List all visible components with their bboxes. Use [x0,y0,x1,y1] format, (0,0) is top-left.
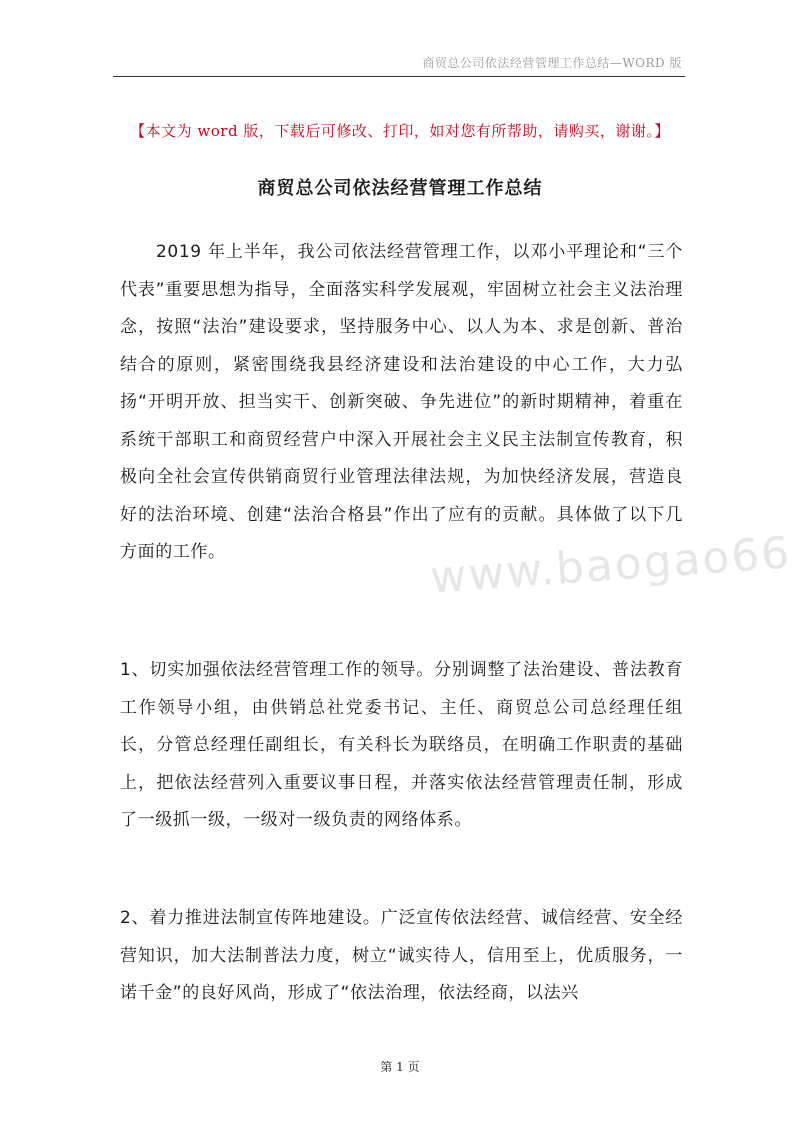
document-title: 商贸总公司依法经营管理工作总结 [257,178,543,199]
section-2-paragraph: 2、着力推进法制宣传阵地建设。广泛宣传依法经营、诚信经营、安全经营知识，加大法制普法力度，树立“诚实待人，信用至上，优质服务，一诺千金”的良好风尚，形成了“依法治理，依法经商，以法兴 [120,908,683,1003]
section-1-paragraph: 1、切实加强依法经营管理工作的领导。分别调整了法治建设、普法教育工作领导小组，由供销总社党委书记、主任、商贸总公司总经理任组长，分管总经理任副组长，有关科长为联络员，在明确工作职责的基础上，把依法经营列入重要议事日程，并落实依法经营管理责任制，形成了一级抓一级，一级对一级负责的网络体系。 [120,660,683,830]
intro-paragraph: 2019 年上半年，我公司依法经营管理工作，以邓小平理论和“三个代表”重要思想为指导，全面落实科学发展观，牢固树立社会主义法治理念，按照“法治”建设要求，坚持服务中心、以人为本、求是创新、普治结合的原则，紧密围绕我县经济建设和法治建设的中心工作，大力弘扬“开明开放、担当实干、创新突破、争先进位”的新时期精神，着重在系统干部职工和商贸经营户中深入开展社会主义民主法制宣传教育，积极向全社会宣传供销商贸行业管理法律法规，为加快经济发展，营造良好的法治环境、创建“法治合格县”作出了应有的贡献。具体做了以下几方面的工作。 [120,242,683,562]
page-number: 第 1 页 [380,1060,420,1074]
header-divider [113,76,685,77]
watermark-text: www.baogao66 [428,527,793,604]
purchase-notice: 【本文为 word 版，下载后可修改、打印，如对您有所帮助，请购买，谢谢。】 [130,122,670,140]
running-header-title: 商贸总公司依法经营管理工作总结—WORD 版 [422,56,682,70]
